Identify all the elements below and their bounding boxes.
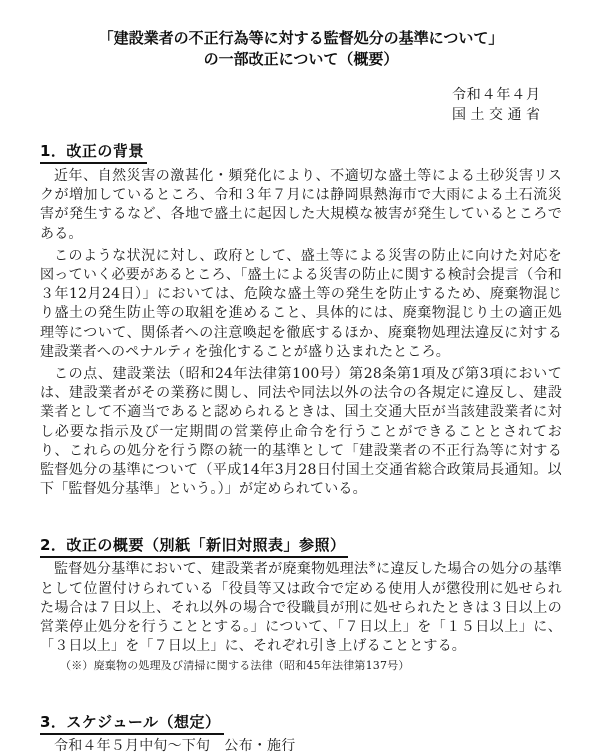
section-schedule bbox=[40, 713, 562, 756]
document-date: 令和４年４月 bbox=[452, 87, 540, 103]
overview-paragraph bbox=[40, 560, 562, 656]
section-schedule-heading-row bbox=[40, 713, 562, 735]
section-overview-heading-row bbox=[40, 536, 562, 558]
title-line-1: 「建設業者の不正行為等に対する監督処分の基準について」 bbox=[98, 29, 504, 47]
section-background-heading-row bbox=[40, 142, 562, 164]
background-paragraph-1: 近年、自然災害の激甚化・頻発化により、不適切な盛土等による土砂災害リスクが増加しているところ、令和３年７月には静岡県熱海市で大雨による土石流災害が発生するなど、各地で盛土に起因した大規模な被害が発生しているところである。 bbox=[40, 168, 562, 242]
section-schedule-heading: 3．スケジュール（想定） bbox=[40, 713, 224, 735]
background-paragraph-3: この点、建設業法（昭和24年法律第100号）第28条第1項及び第3項においては、建設業者がその業務に関し、同法や同法以外の法令の各規定に違反し、建設業者として不適当であると認められるときは、国土交通大臣が当該建設業者に対し必要な指示及び一定期間の営業停止命令を行うことができることとされており、これらの処分を行う際の統一的基準として「建設業者の不正行為等に対する監督処分の基準について（平成14年3月28日付国土交通省総合政策局長通知。以下「監督処分基準」という。）」が定められている。 bbox=[40, 366, 562, 498]
document-organization: 国土交通省 bbox=[452, 107, 540, 123]
section-background-heading: 1．改正の背景 bbox=[40, 142, 147, 164]
overview-text-after-note: に違反した場合の処分の基準として位置付けられている「役員等又は政令で定める使用人が懲役刑に処せられた場合は７日以上、それ以外の場合で役職員が刑に処せられたときは３日以上の営業停止処分を行うこととする。」について、「７日以上」を「１５日以上」に、「３日以上」を「７日以上」に、それぞれ引き上げることとする。 bbox=[40, 561, 562, 655]
background-paragraph-2: このような状況に対し、政府として、盛土等による災害の防止に向けた対応を図っていく必要があるところ、「盛土による災害の防止に関する検討会提言（令和３年12月24日）」においては、危険な盛土等の発生を防止するため、廃棄物混じり盛土の発生防止等の取組を進めること、具体的には、廃棄物混じり土の適正処理等について、関係者への注意喚起を徹底するほか、廃棄物処理法違反に対する建設業者へのペナルティを強化することが盛り込まれたところ。 bbox=[40, 247, 562, 360]
overview-text-before-note: 監督処分基準において、建設業者が廃棄物処理法 bbox=[54, 561, 369, 578]
section-background bbox=[40, 142, 562, 499]
section-overview-heading: 2．改正の概要（別紙「新旧対照表」参照） bbox=[40, 536, 348, 558]
title-line-2: の一部改正について（概要） bbox=[203, 50, 399, 68]
document-title bbox=[40, 28, 562, 70]
section-overview bbox=[40, 536, 562, 673]
reference-mark: ※ bbox=[368, 560, 377, 571]
schedule-line: 令和４年５月中旬～下旬 公布・施行 bbox=[54, 738, 296, 755]
footnote: （※）廃棄物の処理及び清掃に関する法律（昭和45年法律第137号） bbox=[60, 659, 410, 673]
header-meta bbox=[452, 85, 540, 125]
